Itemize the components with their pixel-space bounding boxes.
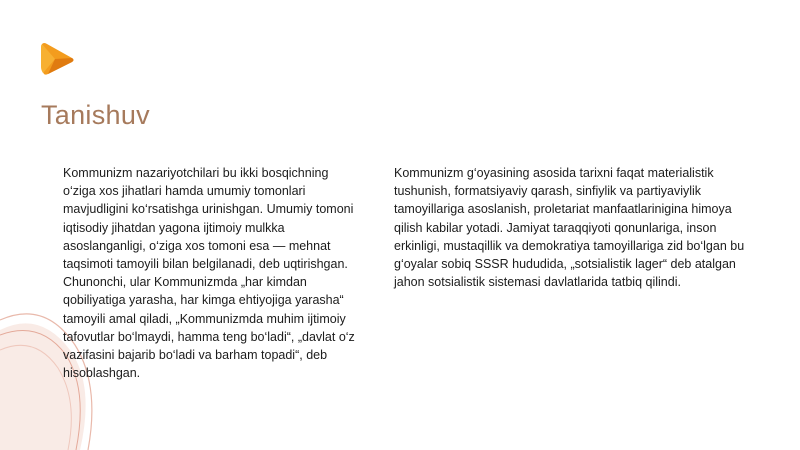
slide-title: Tanishuv: [41, 100, 150, 130]
right-paragraph: Kommunizm g‘oyasining asosida tarixni faqat materialistik tushunish, formatsiyaviy qarash, sinfiylik va partiyaviylik tamoyillariga asoslanish, proletariat manfaatlarinigina himoya qilish kabilar yotadi. Jamiyat taraqqiyoti qonunlariga, inson erkinligi, mustaqillik va demokratiya tamoyillariga zid bo‘lgan bu g‘oyalar sobiq SSSR hududida, „sotsialistik lager“ deb atalgan jahon sotsialistik sistemasi davlatlarida tatbiq qilindi.: [394, 166, 745, 290]
left-paragraph: Kommunizm nazariyotchilari bu ikki bosqichning o‘ziga xos jihatlari hamda umumiy tomonlari mavjudligini ko‘rsatishga urinishgan. Umumiy tomoni iqtisodiy jihatdan yagona ijtimoiy mulkka asoslanganligi, o‘ziga xos tomoni esa — mehnat taqsimoti tamoyili bilan belgilanadi, deb uqtirishgan. Chunonchi, ular Kommunizmda „har kimdan qobiliyatiga yarasha, har kimga ehtiyojiga yarasha“ tamoyili amal qiladi, „Kommunizmda muhim ijtimoiy tafovutlar bo‘lmaydi, hamma teng bo‘ladi“, „davlat o‘z vazifasini bajarib bo‘ladi va barham topadi“, deb hisoblashgan.: [63, 166, 355, 381]
play-triangle-logo-icon: [40, 42, 76, 76]
